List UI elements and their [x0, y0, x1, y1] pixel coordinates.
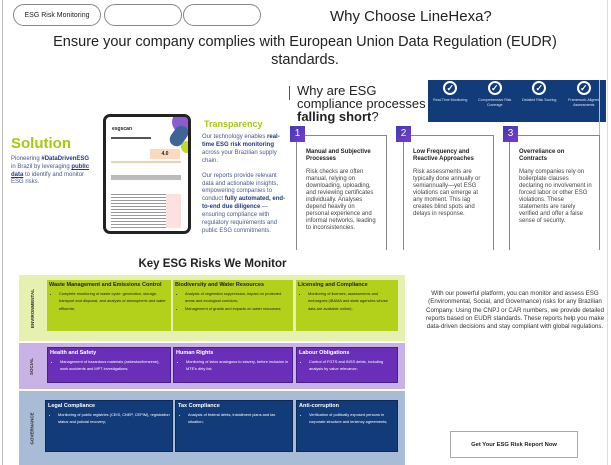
text: ? [371, 109, 379, 124]
why-choose-heading: Why Choose LineHexa? [330, 8, 492, 25]
card-title: Low Frequency and Reactive Approaches [413, 149, 474, 162]
card-text: Risk assessments are typically done annually or semiannually—yet ESG violations can emerge at any moment. This lag creates blind spots and delays in response. [413, 169, 481, 217]
risk-bullet: • Monitoring of public registries (CEIS, CNEP, CEPIM), registration status and judicial recovery; [58, 411, 170, 426]
text: fully automated, end-to-end due diligence [202, 196, 286, 211]
public-data-link[interactable]: public data [11, 163, 90, 178]
card-text: Risk checks are often manual, relying on downloading, uploading, and reviewing certificates individually. Analyses depend heavily on personal experience and informal networks, leading to inconsistencies. [306, 169, 376, 231]
ensure-compliance-heading: Ensure your company complies with European Union Data Regulation (EUDR) standards. [53, 34, 557, 68]
risk-title: Anti-corruption [299, 403, 340, 409]
transparency-text [202, 134, 287, 236]
check-circle-icon: ✓ [577, 81, 591, 95]
number-badge: 2 [396, 126, 411, 142]
risk-bullet: • Management of hazardous materials (asbestos/benzene), work accidents and MPT investigations; [60, 358, 168, 373]
tablet-brand: esgscan [112, 126, 133, 132]
platform-description: With our powerful platform, you can monitor and assess ESG (Environmental, Social, and Governance) risks for any Brazilian Company. Using the CNPJ or CAR numbers, we provide detailed reports based on EUDR standards. These reports help you make data-driven decisions and stay compliant with global regulations. [425, 290, 605, 331]
text: Our technology enables [202, 134, 268, 140]
risk-bullet: • Complete monitoring of waste cycle: generation, storage, transport and disposal, and analysis of atmospheric and water effluents; [59, 290, 169, 313]
card-title: Overreliance on Contracts [519, 149, 565, 162]
risk-title: Health and Safety [50, 350, 97, 356]
get-report-button[interactable]: Get Your ESG Risk Report Now [450, 431, 578, 458]
risk-card [45, 400, 173, 452]
risk-card [47, 280, 171, 331]
text: compliance processes [297, 96, 426, 111]
nav-pill-esg-risk-monitoring[interactable]: ESG Risk Monitoring [13, 4, 101, 26]
risk-card [296, 280, 398, 331]
risk-title: Biodiversity and Water Resources [175, 282, 265, 288]
feature-real-time-monitoring [428, 81, 472, 122]
check-circle-icon: ✓ [532, 81, 546, 95]
why-falling-short-heading [297, 84, 426, 123]
problem-card-1 [296, 135, 387, 250]
band-label [19, 391, 45, 465]
risk-title: Legal Compliance [48, 403, 96, 409]
text: — ensuring compliance with regulatory requirements and public ESG commitments. [202, 204, 278, 234]
hashtag: #DataDrivenESG [41, 156, 90, 162]
risk-title: Waste Management and Emissions Control [49, 282, 162, 288]
label: SOCIAL [29, 357, 35, 375]
text: Our reports provide relevant data and actionable insights, empowering companies to conduct [202, 172, 279, 203]
nav-pill-3[interactable] [183, 4, 261, 26]
risk-card [296, 347, 398, 383]
features-banner [428, 80, 606, 122]
risk-card [47, 347, 171, 383]
risk-bullet: • Monitoring of licenses, assessments and embargoes (IBAMA and state agencies whose data are available online); [308, 290, 396, 313]
text: real-time ESG risk monitoring [202, 134, 280, 148]
transparency-title: Transparency [204, 119, 263, 129]
label: Comprehensive Risk Coverage [478, 98, 512, 107]
risk-title: Human Rights [176, 350, 214, 356]
check-circle-icon: ✓ [488, 81, 502, 95]
solution-title: Solution [11, 135, 71, 152]
governance-band [19, 391, 405, 465]
number-badge: 1 [290, 126, 305, 142]
feature-detailed-risk-scoring [517, 81, 561, 122]
risk-bullet: • Verification of politically exposed persons in corporate structure and leniency agreements; [309, 411, 395, 426]
social-band [19, 343, 405, 389]
risk-title: Tax Compliance [178, 403, 220, 409]
label: Detailed Risk Scoring [522, 98, 557, 102]
label: Framework-Aligned Assessments [568, 98, 600, 107]
risk-bullet: • Monitoring of labor analogous to slavery, before inclusion in MTE's dirty list; [186, 358, 290, 373]
band-label [19, 343, 45, 389]
risk-card [173, 347, 293, 383]
text: Pioneering [11, 156, 42, 162]
text: to identify and monitor ESG risks. [11, 171, 85, 186]
risk-card [296, 400, 398, 452]
feature-comprehensive-risk-coverage [473, 81, 517, 122]
label: Real-Time Monitoring [433, 98, 468, 102]
risk-bullet: • Control of FGTS and INSS debts, including analysis by value relevance; [309, 358, 395, 373]
card-title: Manual and Subjective Processes [306, 149, 371, 162]
nav-pill-2[interactable] [104, 4, 182, 26]
label: GOVERNANCE [29, 411, 35, 445]
band-label [19, 275, 45, 341]
risk-bullet: • Analysis of federal debts, installment plans and tax situation; [188, 411, 290, 426]
risk-bullet: • Analysis of vegetation suppression, impact on protected areas and ecological corridors; [185, 290, 291, 305]
problem-card-2 [403, 135, 494, 250]
check-circle-icon: ✓ [443, 81, 457, 95]
risk-title: Licensing and Compliance [298, 282, 368, 288]
divider [289, 86, 290, 100]
risk-bullet: • Management of grants and impacts on water resources; [185, 305, 291, 313]
risk-card [175, 400, 293, 452]
text: in Brazil by leveraging [11, 163, 72, 170]
text: Why are ESG [297, 83, 377, 98]
text: falling short [297, 109, 372, 124]
problem-card-3 [509, 135, 600, 250]
risk-title: Labour Obligations [299, 350, 350, 356]
number-badge: 3 [503, 126, 518, 142]
tablet-score: 4.0 [150, 149, 180, 159]
card-text: Many companies rely on boilerplate clauses declaring no involvement in forced labor or other ESG violations. These statements are rarely verified and offer a false sense of security. [519, 169, 592, 224]
solution-text [11, 156, 91, 187]
risk-card [173, 280, 293, 331]
text: across your Brazilian supply chain. [202, 149, 277, 164]
tablet-report-image [103, 114, 191, 234]
key-risks-title: Key ESG Risks We Monitor [138, 258, 287, 270]
environmental-band [19, 275, 405, 341]
label: ENVIRONMENTAL [29, 288, 35, 328]
